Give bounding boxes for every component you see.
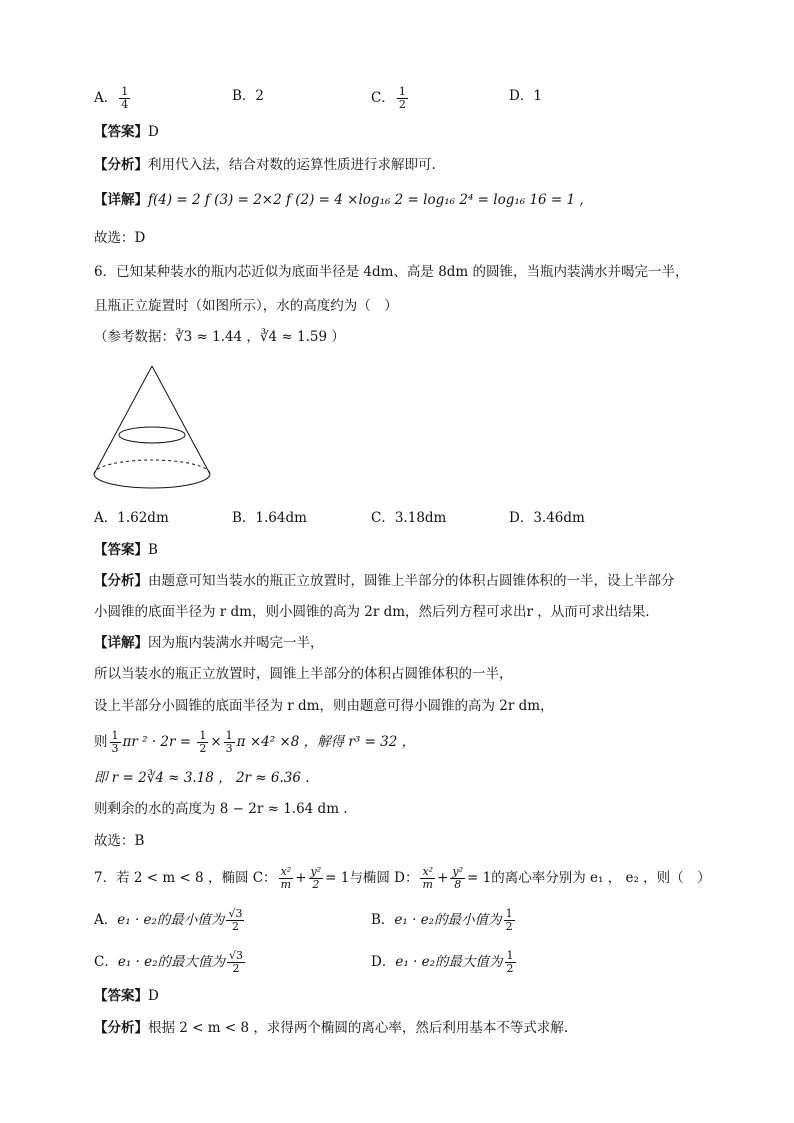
q6-detail-line5: 即 r = 2∛4 ≈ 3.18 ， 2r ≈ 6.36 . xyxy=(94,770,310,786)
q6-detail-line6: 则剩余的水的高度为 8 − 2r ≈ 1.64 dm . xyxy=(94,801,348,817)
q7-answer: 【答案】D xyxy=(94,988,159,1004)
q6-option-a: A．1.62dm xyxy=(94,510,169,526)
q6-conclusion: 故选：B xyxy=(94,833,145,849)
fraction: $\frac{√3}{2}$ xyxy=(229,949,244,975)
q6-reference-data: （参考数据：∛3 ≈ 1.44 ，∛4 ≈ 1.59 ） xyxy=(94,329,345,345)
water-surface-front xyxy=(119,435,185,443)
fraction: $\frac{√3}{2}$ xyxy=(228,907,243,933)
q6-detail-line2: 所以当装水的瓶正立放置时，圆锥上半部分的体积占圆锥体积的一半， xyxy=(94,666,513,682)
cone-left-edge xyxy=(94,366,152,474)
q6-detail-line1: 【详解】因为瓶内装满水并喝完一半， xyxy=(94,635,324,651)
q6-stem-line2: 且瓶正立旋置时（如图所示），水的高度约为（ ） xyxy=(94,298,398,314)
q5-option-d: D．1 xyxy=(509,88,542,104)
q6-equation: 则 $\frac{1}{3}$ πr ² · 2r = $\frac{1}{2}$ × $\frac{1}{3}$ π ×4² ×8 ，解得 r³ = 32 ， xyxy=(94,729,416,755)
fraction: $\frac{1}{2}$ xyxy=(398,85,406,111)
fraction: $\frac{\text{x²}}{m}$ xyxy=(422,865,434,891)
cone-figure xyxy=(90,362,214,490)
q5-option-b: B．2 xyxy=(232,88,265,104)
q6-option-c: C．3.18dm xyxy=(371,510,447,526)
water-surface-back xyxy=(119,427,185,435)
q7-stem: 7．若 2 < m < 8 ，椭圆 C： $\frac{\text{x²}}{m}$ + $\frac{\text{y²}}{2}$ = 1与椭圆 D： $\frac{\text{x²}}{m}$ + $\frac{\text{y²}}{8}$ = 1的离心率分别为 e₁ ， e₂ ，则（ ） xyxy=(94,865,711,891)
q6-analysis-line2: 小圆锥的底面半径为 r dm，则小圆锥的高为 2r dm，然后列方程可求出r ，从而可求出结果. xyxy=(94,604,650,620)
q5-option-a: A． $\frac{1}{4}$ xyxy=(94,85,129,111)
q6-answer: 【答案】B xyxy=(94,542,158,558)
fraction: $\frac{1}{2}$ xyxy=(505,907,513,933)
q7-option-c: C．e₁ · e₂的最大值为 $\frac{√3}{2}$ xyxy=(94,949,244,975)
q7-option-a: A．e₁ · e₂的最小值为 $\frac{√3}{2}$ xyxy=(94,907,243,933)
fraction: $\frac{\text{y²}}{2}$ xyxy=(310,865,322,891)
q6-detail-line3: 设上半部分小圆锥的底面半径为 r dm，则由题意可得小圆锥的高为 2r dm， xyxy=(94,698,554,714)
q6-option-b: B．1.64dm xyxy=(232,510,307,526)
q5-option-c: C． $\frac{1}{2}$ xyxy=(371,85,406,111)
q6-stem-line1: 6．已知某种装水的瓶内芯近似为底面半径是 4dm、高是 8dm 的圆锥，当瓶内装满水并喝完一半， xyxy=(94,264,689,280)
cone-base-front xyxy=(94,474,210,488)
fraction: $\frac{1}{3}$ xyxy=(225,729,233,755)
q5-analysis: 【分析】利用代入法，结合对数的运算性质进行求解即可. xyxy=(94,157,436,173)
fraction: $\frac{\text{x²}}{m}$ xyxy=(280,865,292,891)
cone-right-edge xyxy=(152,366,210,474)
q6-option-d: D．3.46dm xyxy=(509,510,585,526)
fraction: $\frac{1}{3}$ xyxy=(111,729,119,755)
q5-detail: 【详解】f(4) = 2 f (3) = 2×2 f (2) = 4 ×log₁₆ 2 = log₁₆ 2⁴ = log₁₆ 16 = 1 , xyxy=(94,192,584,208)
q7-option-b: B．e₁ · e₂的最小值为 $\frac{1}{2}$ xyxy=(371,907,513,933)
q5-answer: 【答案】D xyxy=(94,124,159,140)
fraction: $\frac{1}{2}$ xyxy=(199,729,207,755)
fraction: $\frac{1}{2}$ xyxy=(506,949,514,975)
q7-analysis: 【分析】根据 2 < m < 8 ，求得两个椭圆的离心率，然后利用基本不等式求解. xyxy=(94,1020,569,1036)
q5-conclusion: 故选：D xyxy=(94,230,146,246)
fraction: $\frac{1}{4}$ xyxy=(121,85,129,111)
cone-base-back xyxy=(94,460,210,474)
fraction: $\frac{\text{y²}}{8}$ xyxy=(452,865,464,891)
q7-option-d: D．e₁ · e₂的最大值为 $\frac{1}{2}$ xyxy=(371,949,514,975)
q6-analysis-line1: 【分析】由题意可知当装水的瓶正立放置时，圆锥上半部分的体积占圆锥体积的一半，设上半部分 xyxy=(94,573,675,589)
